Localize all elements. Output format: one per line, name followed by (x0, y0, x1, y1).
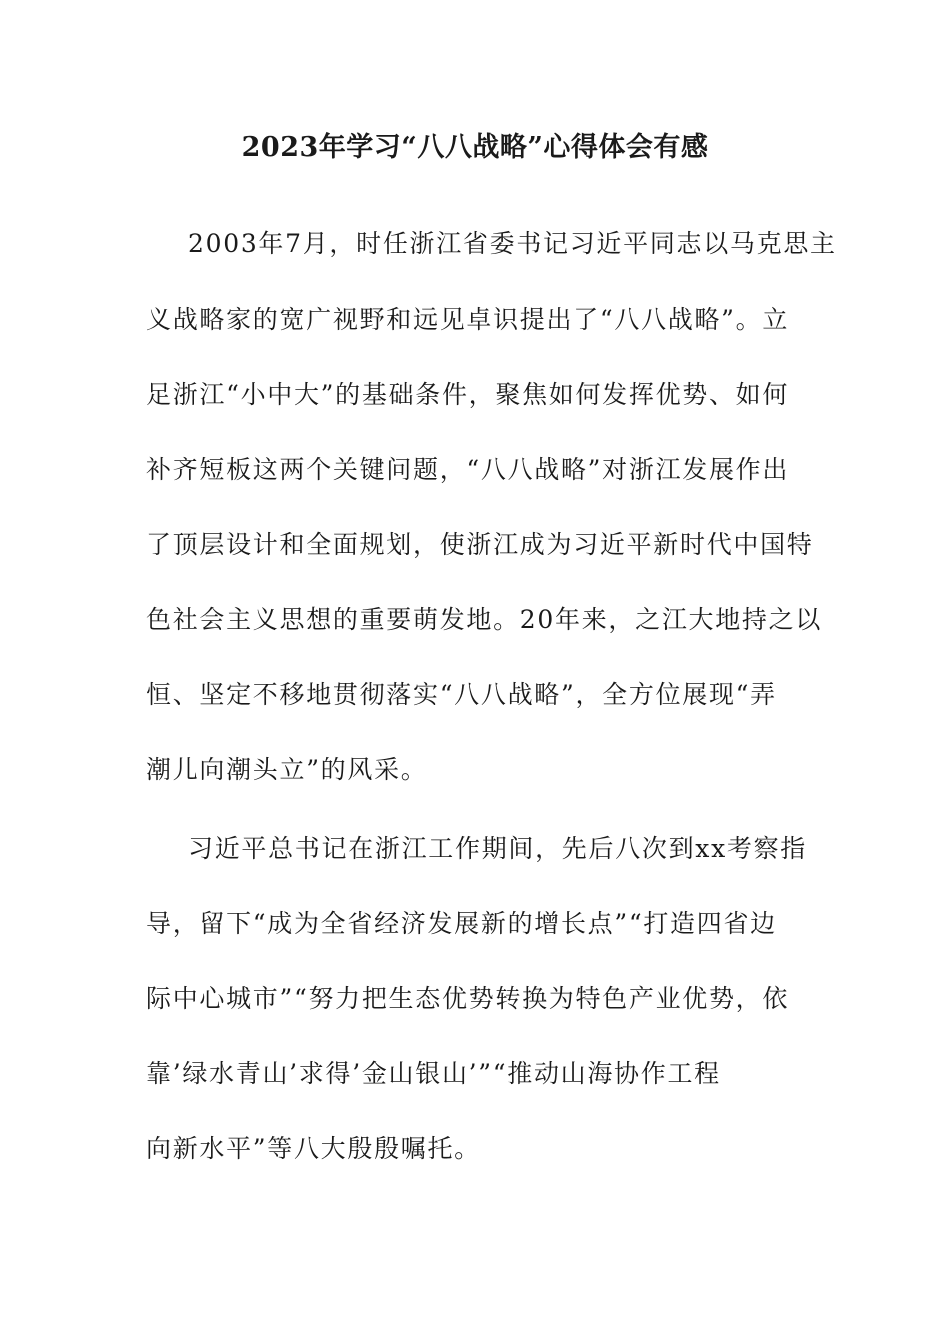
paragraph-line: 义战略家的宽广视野和远见卓识提出了“八八战略”。立 (146, 305, 790, 334)
paragraph-line: 恒、坚定不移地贯彻落实“八八战略”，全方位展现“弄 (146, 680, 777, 709)
paragraph-line: 靠’绿水青山’求得’金山银山’”“推动山海协作工程 (146, 1059, 721, 1088)
paragraph-line: 习近平总书记在浙江工作期间，先后八次到xx考察指 (188, 834, 808, 863)
paragraph-line: 潮儿向潮头立”的风采。 (146, 755, 428, 784)
paragraph-line: 向新水平”等八大殷殷嘱托。 (146, 1134, 481, 1163)
paragraph-line: 际中心城市”“努力把生态优势转换为特色产业优势，依 (146, 984, 790, 1013)
paragraph-line: 补齐短板这两个关键问题，“八八战略”对浙江发展作出 (146, 455, 790, 484)
paragraph-line: 了顶层设计和全面规划，使浙江成为习近平新时代中国特 (146, 530, 814, 559)
paragraph-line: 色社会主义思想的重要萌发地。20年来，之江大地持之以 (146, 605, 823, 634)
paragraph-line: 足浙江“小中大”的基础条件，聚焦如何发挥优势、如何 (146, 380, 790, 409)
paragraph-line: 2003年7月，时任浙江省委书记习近平同志以马克思主 (188, 229, 837, 258)
paragraph-line: 导，留下“成为全省经济发展新的增长点”“打造四省边 (146, 909, 777, 938)
document-title: 2023年学习“八八战略”心得体会有感 (241, 132, 709, 163)
